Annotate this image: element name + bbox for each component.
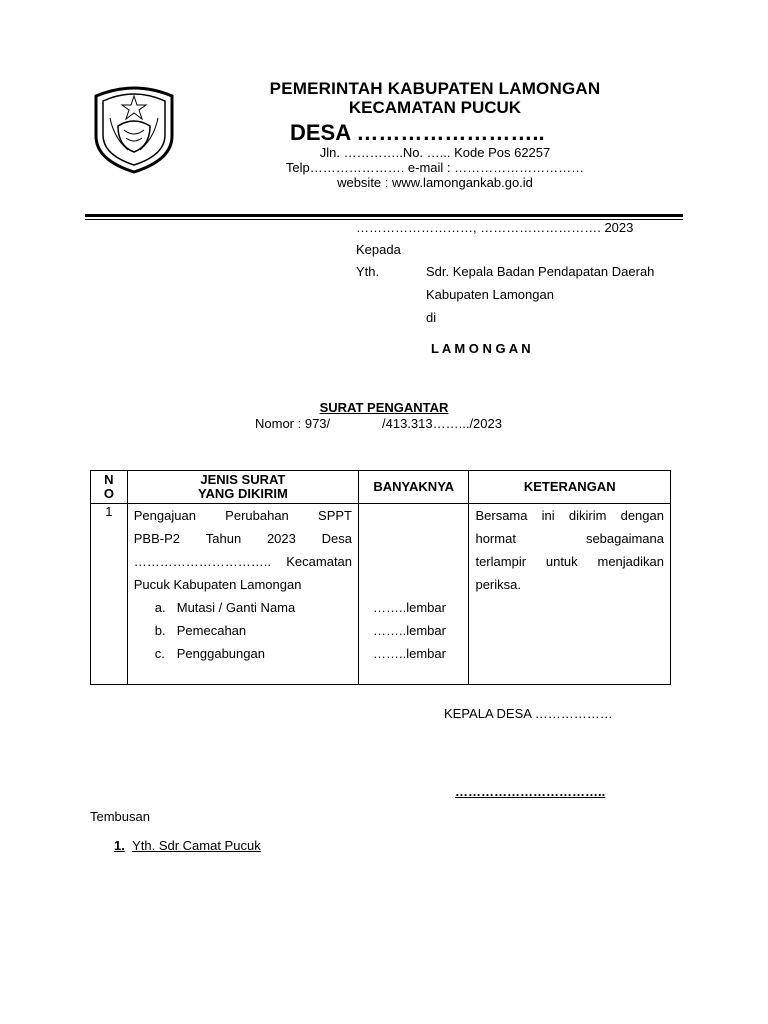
letterhead-website: website : www.lamongankab.go.id — [337, 175, 533, 190]
ket-line-4: periksa. — [475, 577, 521, 592]
date-line: ………………………, ………………………. 2023 — [356, 220, 634, 235]
recipient-name-line2: Kabupaten Lamongan — [426, 287, 554, 302]
letter-number-label: Nomor : 973/ — [255, 416, 331, 431]
ket-line-1: Bersama ini dikirim dengan — [475, 508, 664, 523]
signature-name: …………………………….. — [455, 784, 606, 799]
letterhead-district: KECAMATAN PUCUK — [348, 98, 522, 117]
letterhead-rule-thick — [85, 214, 683, 217]
header-no: N O — [91, 471, 128, 504]
header-banyaknya: BANYAKNYA — [359, 471, 469, 504]
ket-line-2: hormat sebagaimana — [475, 531, 664, 546]
header-keterangan: KETERANGAN — [469, 471, 671, 504]
qty-a: ……..lembar — [373, 600, 446, 615]
qty-b: ……..lembar — [373, 623, 446, 638]
letterhead-contact: Telp…………………. e-mail : ………………………… — [285, 160, 585, 175]
recipient-kepada: Kepada — [356, 242, 401, 257]
signature-title: KEPALA DESA ……………… — [444, 706, 613, 721]
item-c: c. Penggabungan — [154, 646, 265, 661]
cell-jenis-surat — [127, 504, 358, 685]
table-header-row — [91, 471, 671, 504]
cc-label: Tembusan — [90, 809, 150, 824]
letterhead-address: Jln. …………..No. …... Kode Pos 62257 — [319, 145, 551, 160]
letter-number-rest: /413.313…….../2023 — [382, 416, 502, 431]
cell-no: 1 — [91, 504, 128, 685]
letterhead-government: PEMERINTAH KABUPATEN LAMONGAN — [269, 79, 601, 98]
item-b: b. Pemecahan — [154, 623, 247, 638]
recipient-di: di — [426, 310, 437, 325]
jenis-line-2: PBB-P2 Tahun 2023 Desa — [133, 531, 352, 546]
table-row — [91, 504, 671, 685]
jenis-line-1: Pengajuan Perubahan SPPT — [133, 508, 353, 523]
recipient-yth: Yth. — [356, 264, 380, 279]
cell-keterangan — [469, 504, 671, 685]
qty-c: ……..lembar — [373, 646, 446, 661]
regency-emblem-logo — [88, 78, 180, 174]
cell-banyaknya — [359, 504, 469, 685]
ket-line-3: terlampir untuk menjadikan — [475, 554, 664, 569]
letter-title: SURAT PENGANTAR — [319, 400, 449, 415]
cc-item: 1. Yth. Sdr Camat Pucuk — [114, 838, 261, 853]
letterhead-village: DESA …………………….. — [290, 120, 545, 145]
documents-table — [90, 470, 671, 685]
recipient-city: L A M O N G A N — [431, 341, 531, 356]
jenis-line-3: ………………………….. Kecamatan — [133, 554, 353, 569]
jenis-line-4: Pucuk Kabupaten Lamongan — [133, 577, 302, 592]
header-jenis-surat: JENIS SURAT YANG DIKIRIM — [127, 471, 358, 504]
item-a: a. Mutasi / Ganti Nama — [154, 600, 296, 615]
recipient-name-line1: Sdr. Kepala Badan Pendapatan Daerah — [426, 264, 655, 279]
